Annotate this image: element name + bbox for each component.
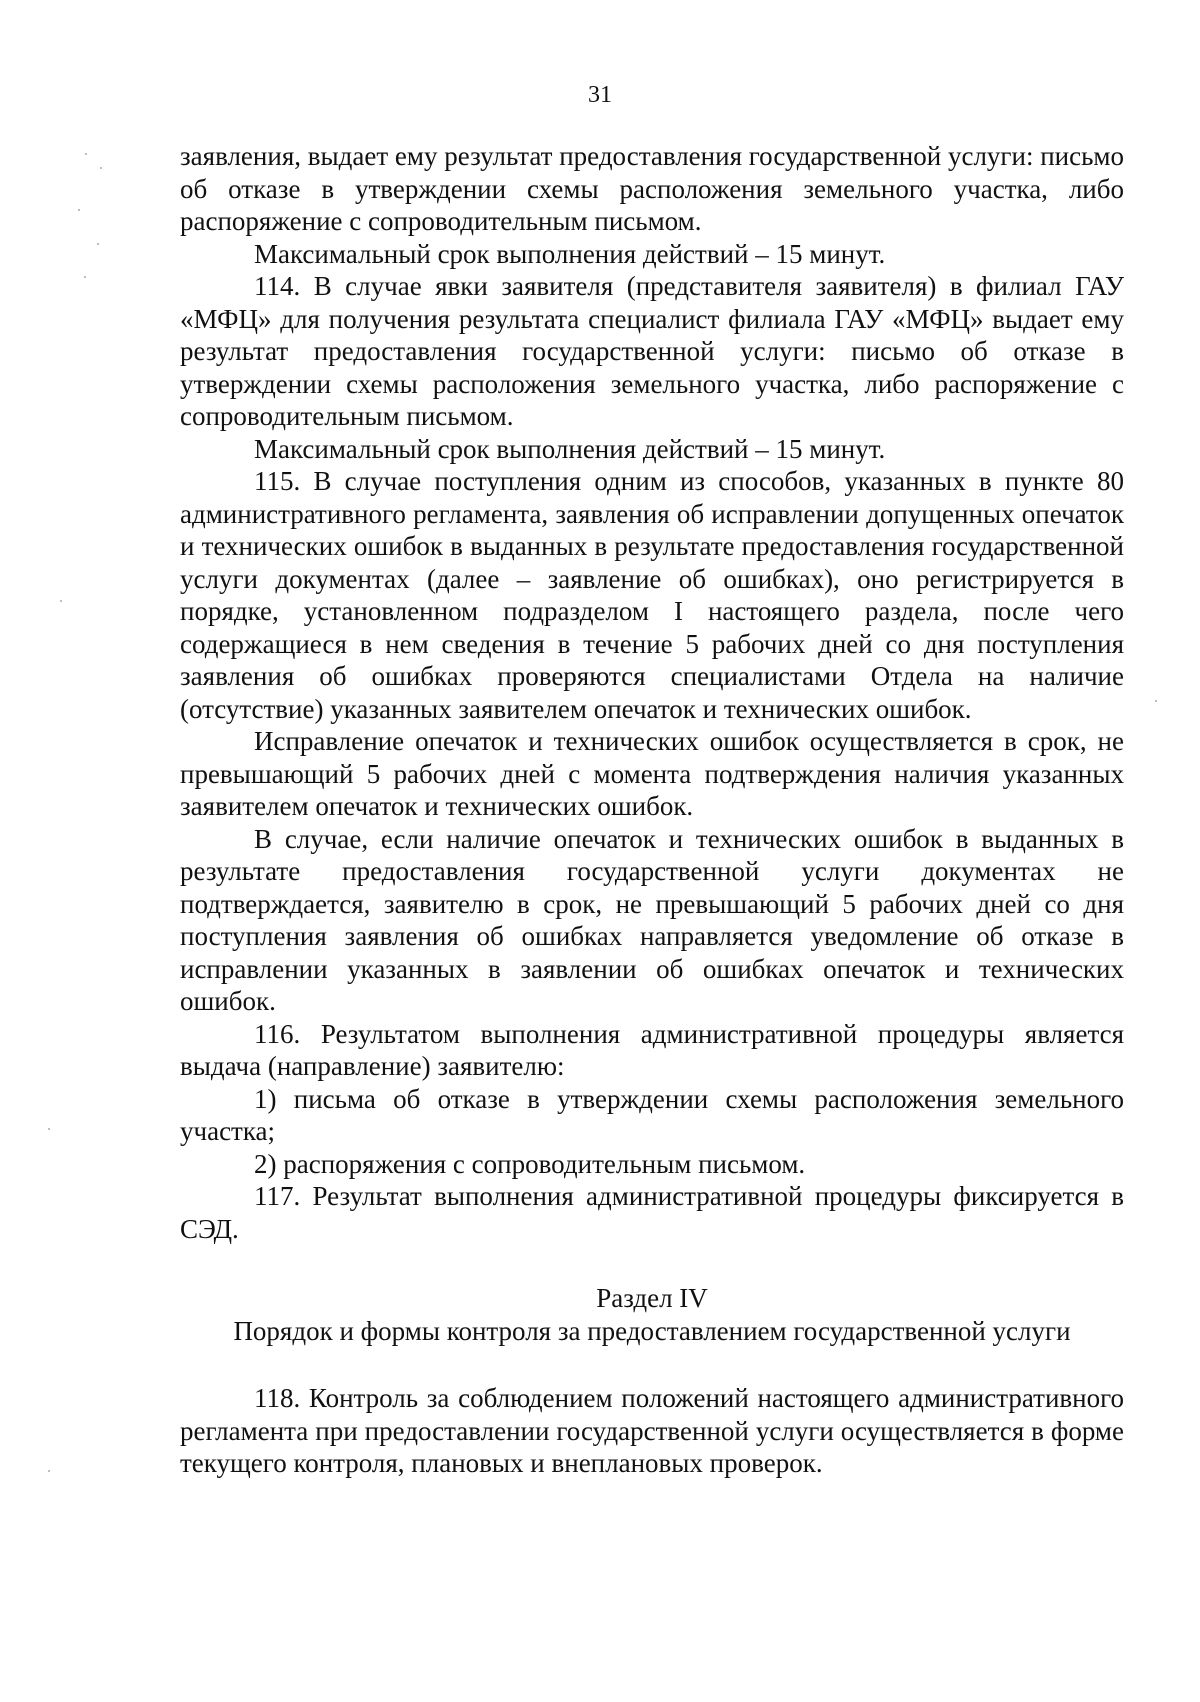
scan-speck	[84, 276, 86, 278]
paragraph-deadline: Максимальный срок выполнения действий – 15 минут.	[254, 433, 886, 464]
scan-speck	[100, 167, 102, 169]
scan-speck	[48, 1470, 50, 1472]
scan-speck	[60, 600, 62, 602]
section-heading: Раздел IV	[596, 1283, 708, 1313]
paragraph-deadline: Максимальный срок выполнения действий – 15 минут.	[254, 238, 886, 269]
paragraph-114: 114. В случае явки заявителя (представителя заявителя) в филиал ГАУ «МФЦ» для получения результата специалист филиала ГАУ «МФЦ» выдает ему результат предоставления государственной услуги: письмо об отказе в утверждении схемы расположения земельного участка, либо распоряжение с сопроводительным письмом.	[180, 271, 1124, 431]
scan-speck	[1155, 700, 1157, 702]
scan-speck	[78, 209, 80, 211]
scan-speck	[48, 1128, 50, 1130]
paragraph-116: 116. Результатом выполнения административной процедуры является выдача (направление) заявителю:	[180, 1018, 1124, 1081]
list-item-2: 2) распоряжения с сопроводительным письмом.	[254, 1148, 806, 1179]
document-body	[180, 140, 1124, 1480]
paragraph-117: 117. Результат выполнения административной процедуры фиксируется в СЭД.	[180, 1181, 1124, 1244]
section-title: Порядок и формы контроля за предоставлением государственной услуги	[233, 1315, 1071, 1346]
paragraph-continuation: заявления, выдает ему результат предоставления государственной услуги: письмо об отказе в утверждении схемы расположения земельного участка, либо распоряжение с сопроводительным письмом.	[180, 141, 1124, 236]
paragraph-118: 118. Контроль за соблюдением положений настоящего административного регламента при предоставлении государственной услуги осуществляется в форме текущего контроля, плановых и внеплановых проверок.	[180, 1383, 1124, 1478]
list-item-1: 1) письма об отказе в утверждении схемы расположения земельного участка;	[180, 1083, 1124, 1146]
scan-speck	[97, 243, 99, 245]
scan-speck	[85, 153, 87, 155]
paragraph-115: 115. В случае поступления одним из способов, указанных в пункте 80 административного регламента, заявления об исправлении допущенных опечаток и технических ошибок в выданных в результате предоставления государственной услуги документах (далее – заявление об ошибках), оно регистрируется в порядке, установленном подразделом I настоящего раздела, после чего содержащиеся в нем сведения в течение 5 рабочих дней со дня поступления заявления об ошибках проверяются специалистами Отдела на наличие (отсутствие) указанных заявителем опечаток и технических ошибок.	[180, 466, 1124, 724]
page-number: 31	[588, 82, 612, 108]
paragraph-refusal-notice: В случае, если наличие опечаток и технических ошибок в выданных в результате предоставления государственной услуги документах не подтверждается, заявителю в срок, не превышающий 5 рабочих дней со дня поступления заявления об ошибках направляется уведомление об отказе в исправлении указанных в заявлении об ошибках опечаток и технических ошибок.	[180, 823, 1124, 1016]
paragraph-correction-term: Исправление опечаток и технических ошибок осуществляется в срок, не превышающий 5 рабочих дней с момента подтверждения наличия указанных заявителем опечаток и технических ошибок.	[180, 726, 1124, 821]
